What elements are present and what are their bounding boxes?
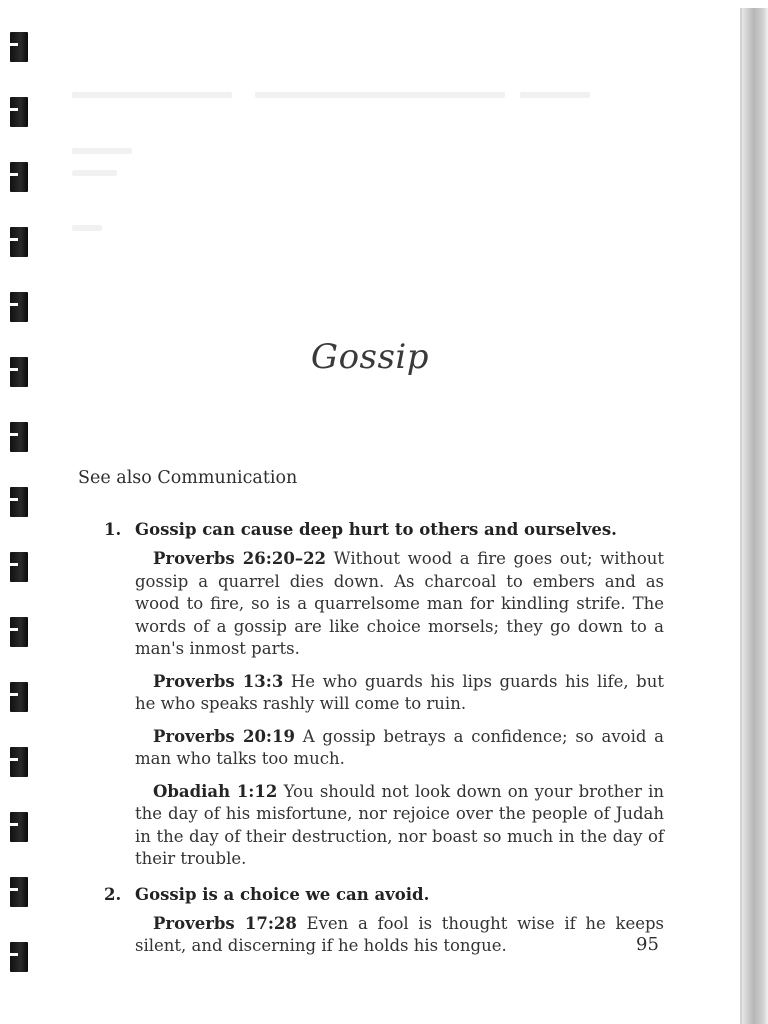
page-number: 95 — [636, 934, 659, 955]
spiral-ring — [6, 810, 30, 844]
scripture-text: A gossip betrays a confidence; so avoid a man who talks too much. — [135, 726, 665, 768]
point-number: 1. — [104, 520, 122, 539]
scripture-text: He who guards his lips guards his life, but he who speaks rashly will come to ruin. — [135, 671, 664, 713]
bleed-through-mark — [520, 92, 590, 98]
main-content — [104, 520, 664, 968]
spiral-binding — [0, 0, 40, 1024]
page-edge-shadow — [742, 8, 768, 1024]
point-heading — [104, 885, 664, 904]
bleed-through-mark — [72, 225, 102, 231]
scripture-reference: Proverbs 26:20–22 — [153, 549, 327, 568]
point-number: 2. — [104, 884, 122, 904]
bleed-through-mark — [72, 92, 232, 98]
scripture-passage — [135, 726, 664, 771]
spiral-ring — [6, 420, 30, 454]
scripture-text: Without wood a fire goes out; without gossip a quarrel dies down. As charcoal to embers and as wood to fire, so is a quarrelsome man for kindling strife. The words of a gossip are like choice morsels; they go down to a man's inmost parts. — [135, 549, 665, 658]
spiral-ring — [6, 225, 30, 259]
spiral-ring — [6, 485, 30, 519]
scripture-reference: Obadiah 1:12 — [153, 781, 278, 801]
spiral-ring — [6, 30, 30, 64]
scripture-passage — [135, 913, 664, 958]
scripture-passage — [135, 671, 664, 716]
point-heading-text: Gossip can cause deep hurt to others and ourselves. — [135, 520, 617, 539]
spiral-ring — [6, 875, 30, 909]
see-also-reference: See also Communication — [78, 468, 298, 488]
bleed-through-mark — [72, 170, 117, 176]
point-heading-text: Gossip is a choice we can avoid. — [135, 884, 430, 904]
spiral-ring — [6, 550, 30, 584]
bleed-through-mark — [255, 92, 505, 98]
scripture-passage — [135, 781, 664, 871]
spiral-ring — [6, 940, 30, 974]
scripture-text: Even a fool is thought wise if he keeps silent, and discerning if he holds his tongue. — [135, 913, 665, 955]
spiral-ring — [6, 160, 30, 194]
scripture-passage — [135, 548, 664, 661]
spiral-ring — [6, 290, 30, 324]
point-heading — [104, 520, 664, 539]
spiral-ring — [6, 615, 30, 649]
scripture-reference: Proverbs 17:28 — [153, 913, 297, 933]
spiral-ring — [6, 680, 30, 714]
scripture-text: You should not look down on your brother in the day of his misfortune, nor rejoice over the people of Judah in the day of their destruction, nor boast so much in the day of their trouble. — [135, 781, 665, 868]
bleed-through-mark — [72, 148, 132, 154]
page-title: Gossip — [310, 337, 430, 377]
spiral-ring — [6, 95, 30, 129]
scripture-reference: Proverbs 20:19 — [153, 726, 295, 746]
scripture-reference: Proverbs 13:3 — [153, 671, 284, 691]
spiral-ring — [6, 745, 30, 779]
